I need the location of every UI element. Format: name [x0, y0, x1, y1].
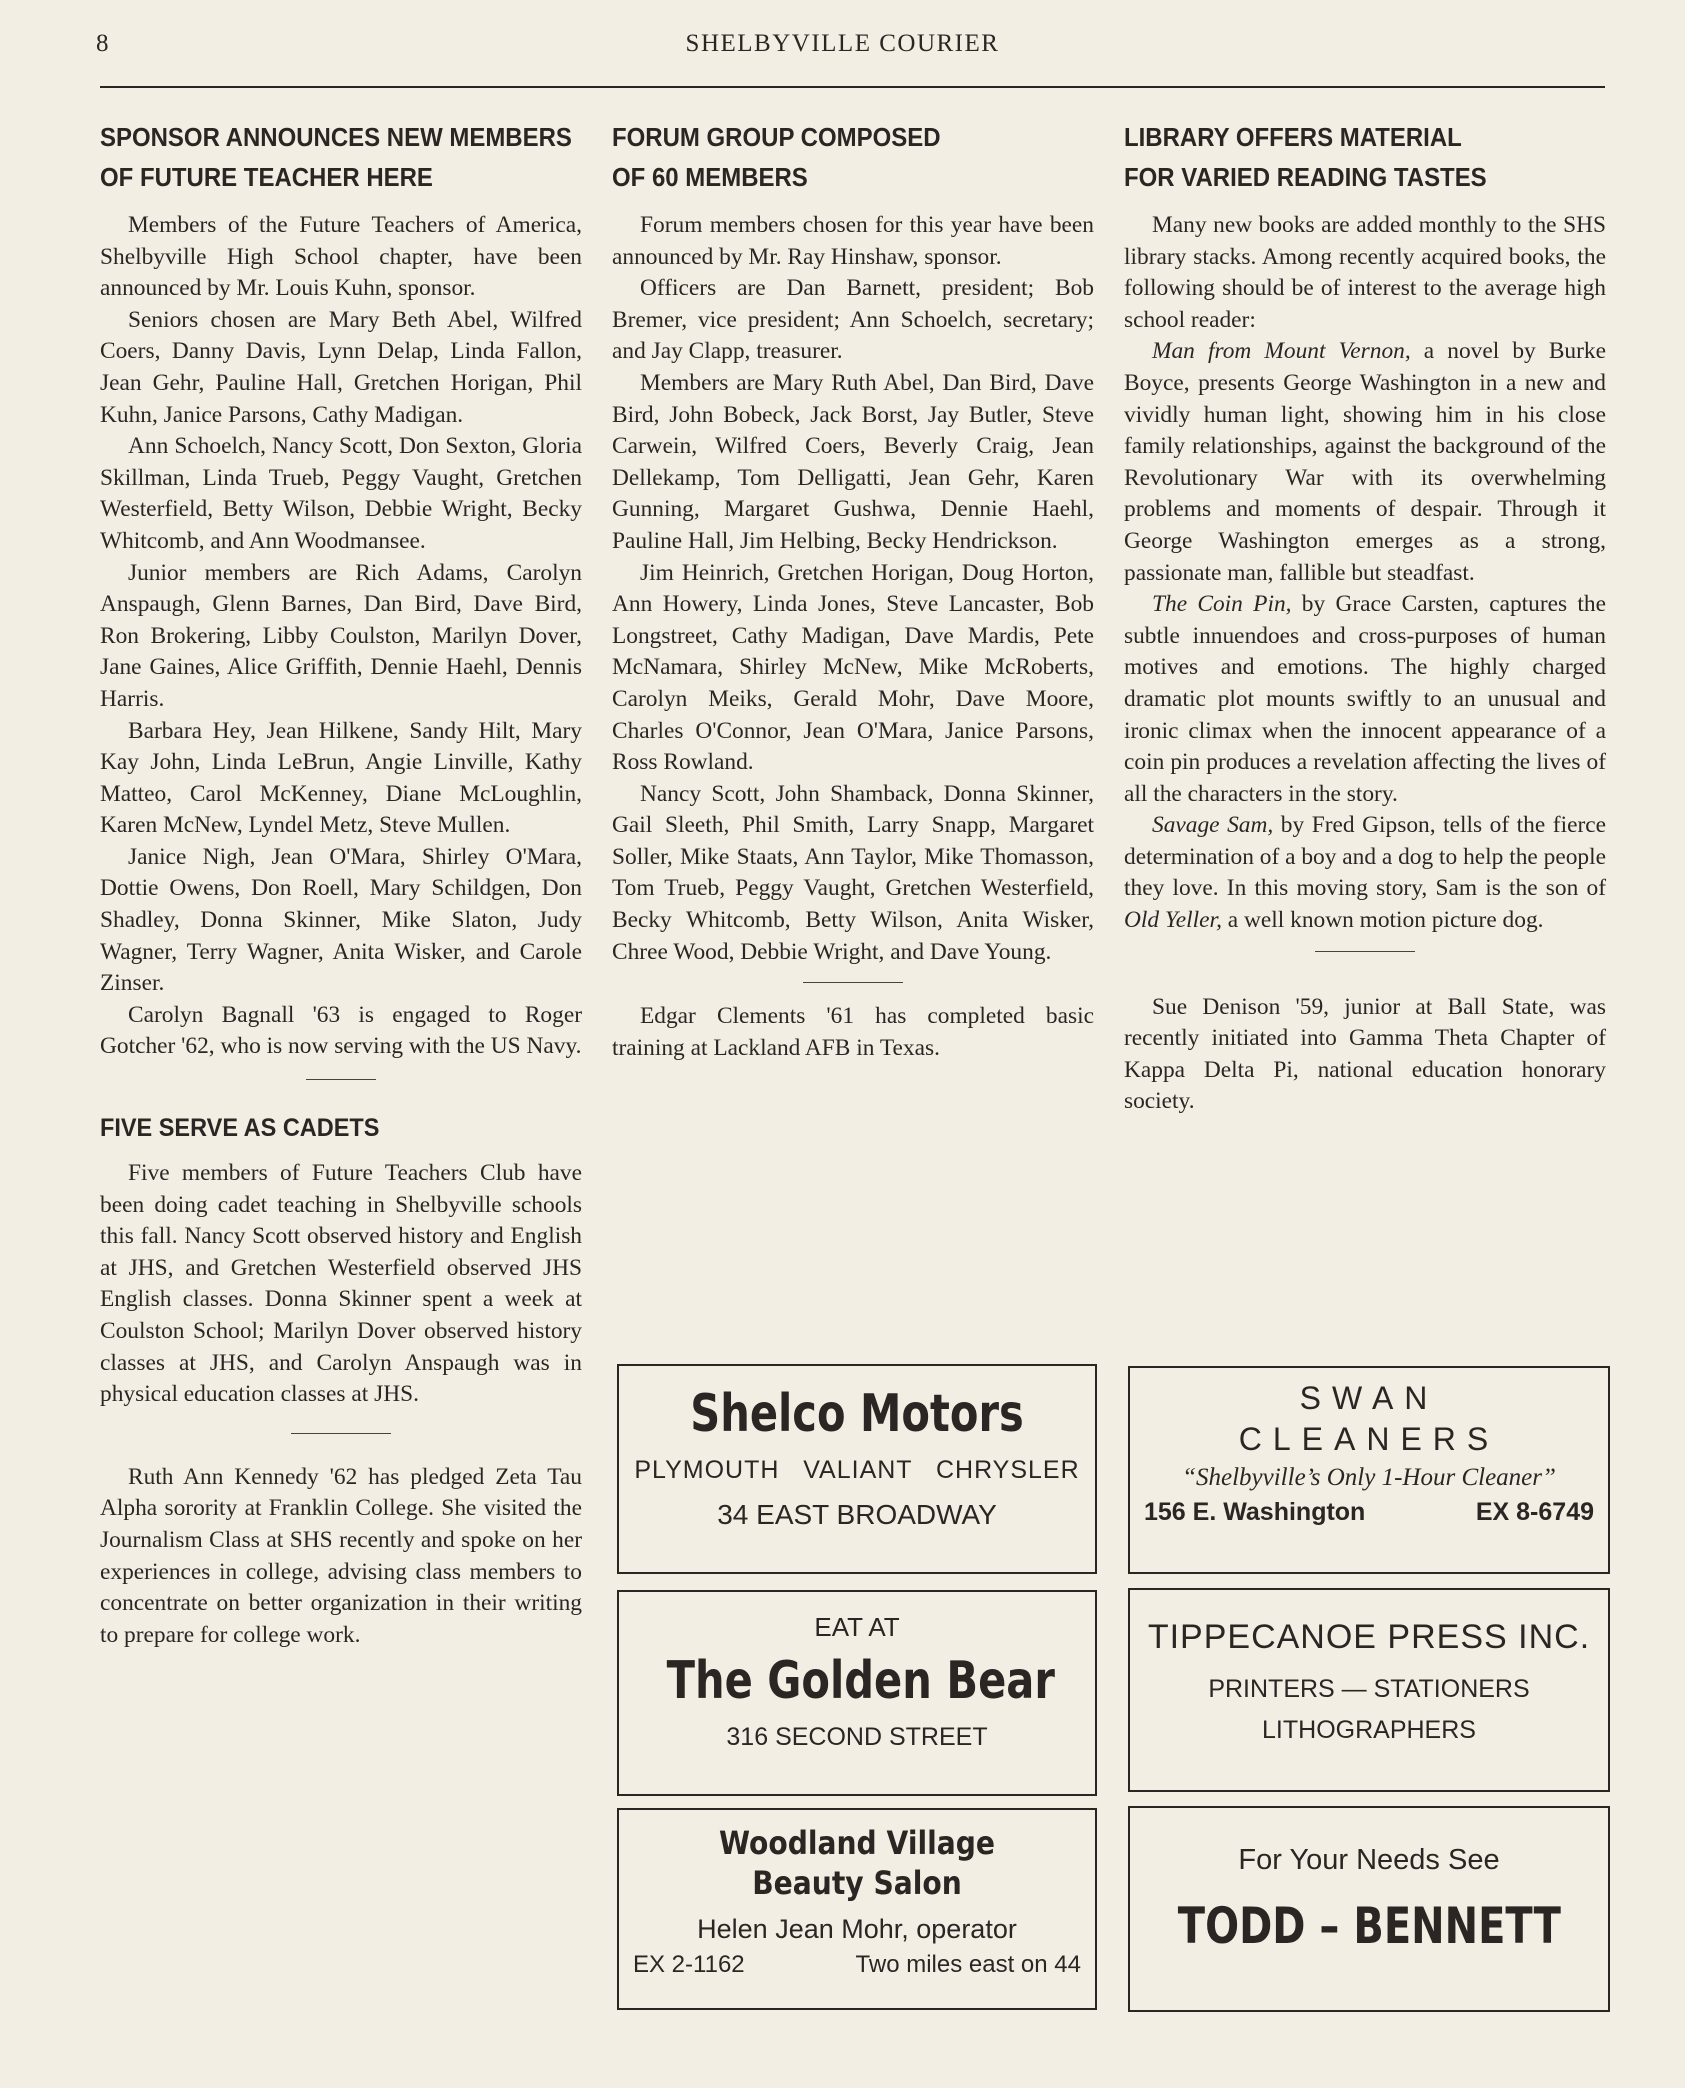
publication-title: SHELBYVILLE COURIER: [685, 30, 1000, 57]
ad-business-name: SWAN: [1299, 1380, 1439, 1416]
ad-contact-row: [1130, 1498, 1608, 1527]
article-paragraph: Seniors chosen are Mary Beth Abel, Wilfred Coers, Danny Davis, Lynn Delap, Linda Fallon, Jean Gehr, Pauline Hall, Gretchen Horigan, Phil Kuhn, Janice Parsons, Cathy Madigan.: [100, 306, 582, 428]
article-paragraph: Members are Mary Ruth Abel, Dan Bird, Dave Bird, John Bobeck, Jack Borst, Jay Butler, Steve Carwein, Wilfred Coers, Beverly Craig, Jean Dellekamp, Tom Delligatti, Jean Gehr, Karen Gunning, Margaret Gushwa, Dennie Haehl, Pauline Hall, Jim Helbing, Becky Hendrickson.: [612, 369, 1094, 554]
column-left: [100, 118, 582, 1651]
ad-woodland-village: [617, 1808, 1097, 2010]
article-paragraph: Ann Schoelch, Nancy Scott, Don Sexton, Gloria Skillman, Linda Trueb, Peggy Vaught, Gretchen Westerfield, Betty Wilson, Debbie Wright, Becky Whitcomb, and Ann Woodmansee.: [100, 433, 582, 554]
article-paragraph: Sue Denison '59, junior at Ball State, was recently initiated into Gamma Theta Chapter of Kappa Delta Pi, national education honorary society.: [1124, 993, 1606, 1115]
ad-address: 156 E. Washington: [1144, 1498, 1366, 1526]
headline-forum: [612, 118, 1065, 198]
ad-services: PRINTERS — STATIONERS: [1208, 1675, 1530, 1703]
ad-tagline: “Shelbyville’s Only 1-Hour Cleaner”: [1182, 1464, 1556, 1491]
ad-tagline: For Your Needs See: [1238, 1844, 1500, 1876]
section-divider: [291, 1433, 391, 1434]
ad-swan-cleaners: [1128, 1366, 1610, 1574]
book-title: The Coin Pin,: [1152, 591, 1292, 618]
ad-business-name: TODD – BENNETT: [1177, 1897, 1561, 1955]
article-paragraph: Jim Heinrich, Gretchen Horigan, Doug Horton, Ann Howery, Linda Jones, Steve Lancaster, Bob Longstreet, Cathy Madigan, Dave Mardis, Pete McNamara, Shirley McNew, Mike McRoberts, Carolyn Meiks, Gerald Mohr, Dave Moore, Charles O'Connor, Jean O'Mara, Janice Parsons, Ross Rowland.: [612, 559, 1094, 776]
ad-tippecanoe-press: [1128, 1588, 1610, 1792]
ad-location: Two miles east on 44: [855, 1951, 1081, 1978]
headline-line: OF 60 MEMBERS: [612, 164, 808, 192]
column-right: [1124, 118, 1606, 1118]
book-review-paragraph: [1124, 336, 1606, 589]
ad-phone: EX 2-1162: [633, 1951, 745, 1978]
article-paragraph: Many new books are added monthly to the SHS library stacks. Among recently acquired books, the following should be of interest to the average high school reader:: [1124, 212, 1606, 333]
ad-business-name: Woodland Village: [718, 1824, 996, 1862]
header-rule: [100, 86, 1605, 88]
headline-sponsor: [100, 118, 572, 198]
ad-business-name: Beauty Salon: [752, 1864, 962, 1902]
book-review-paragraph: [1124, 810, 1606, 936]
ad-golden-bear: [617, 1590, 1097, 1796]
ad-operator: Helen Jean Mohr, operator: [697, 1914, 1017, 1944]
book-review-text: a novel by Burke Boyce, presents George Washington in a new and vividly human light, showing him in his close family relationships, against the background of the Revolutionary War with its overwhelming problems and moments of despair. Through it George Washington emerges as a strong, passionate man, fallible but steadfast.: [1124, 338, 1606, 586]
ad-business-name: CLEANERS: [1238, 1421, 1500, 1457]
ad-shelco-motors: [617, 1364, 1097, 1574]
ad-contact-row: [619, 1951, 1095, 1979]
book-review-text: by Fred Gipson, tells of the fierce determination of a boy and a dog to help the people they love. In this moving story, Sam is the son of: [1124, 812, 1607, 902]
ad-business-name: Shelco Motors: [690, 1384, 1024, 1444]
article-paragraph: Carolyn Bagnall '63 is engaged to Roger Gotcher '62, who is now serving with the US Navy.: [100, 1001, 582, 1060]
headline-line: FOR VARIED READING TASTES: [1124, 164, 1487, 192]
article-paragraph: Five members of Future Teachers Club have been doing cadet teaching in Shelbyville schools this fall. Nancy Scott observed history and English at JHS, and Gretchen Westerfield observed JHS English classes. Donna Skinner spent a week at Coulston School; Marilyn Dover observed history classes at JHS, and Carolyn Anspaugh was in physical education classes at JHS.: [100, 1160, 582, 1408]
headline-line: LIBRARY OFFERS MATERIAL: [1124, 124, 1462, 152]
article-paragraph: Edgar Clements '61 has completed basic training at Lackland AFB in Texas.: [612, 1003, 1094, 1061]
ad-tagline: EAT AT: [814, 1612, 900, 1642]
book-title: Old Yeller,: [1124, 907, 1222, 934]
page-number: 8: [96, 30, 109, 57]
article-paragraph: Barbara Hey, Jean Hilkene, Sandy Hilt, Mary Kay John, Linda LeBrun, Angie Linville, Kathy Matteo, Carol McKenney, Diane McLoughlin, Karen McNew, Lyndel Metz, Steve Mullen.: [100, 717, 582, 839]
ad-services: LITHOGRAPHERS: [1262, 1716, 1476, 1744]
article-paragraph: Junior members are Rich Adams, Carolyn Anspaugh, Glenn Barnes, Dan Bird, Dave Bird, Ron Brokering, Libby Coulston, Marilyn Dover, Jane Gaines, Alice Griffith, Dennie Haehl, Dennis Harris.: [100, 559, 582, 712]
book-review-text: a well known motion picture dog.: [1221, 907, 1544, 934]
ad-business-name: TIPPECANOE PRESS INC.: [1147, 1618, 1591, 1656]
article-paragraph: Janice Nigh, Jean O'Mara, Shirley O'Mara, Dottie Owens, Don Roell, Mary Schildgen, Don Shadley, Donna Skinner, Mike Slaton, Judy Wagner, Terry Wagner, Anita Wisker, and Carole Zinser.: [100, 843, 582, 997]
book-title: Savage Sam,: [1152, 812, 1274, 839]
column-middle: [612, 118, 1094, 1064]
section-divider: [1315, 951, 1415, 952]
ad-address: 34 EAST BROADWAY: [717, 1499, 997, 1530]
section-divider: [306, 1079, 376, 1080]
article-paragraph: Officers are Dan Barnett, president; Bob Bremer, vice president; Ann Schoelch, secretary; and Jay Clapp, treasurer.: [612, 275, 1094, 365]
article-paragraph: Nancy Scott, John Shamback, Donna Skinner, Gail Sleeth, Phil Smith, Larry Snapp, Margaret Soller, Mike Staats, Ann Taylor, Mike Thomasson, Tom Trueb, Peggy Vaught, Gretchen Westerfield, Becky Whitcomb, Betty Wilson, Anita Wisker, Chree Wood, Debbie Wright, and Dave Young.: [612, 780, 1094, 965]
headline-line: FORUM GROUP COMPOSED: [612, 124, 941, 152]
headline-cadets: FIVE SERVE AS CADETS: [100, 1114, 380, 1143]
book-review-text: by Grace Carsten, captures the subtle innuendoes and cross-purposes of human motives and emotions. The highly charged dramatic plot mounts swiftly to an unusual and ironic climax when the innocent appearance of a coin pin produces a revelation affecting the lives of all the characters in the story.: [1124, 591, 1606, 807]
headline-library: [1124, 118, 1577, 198]
book-title: Man from Mount Vernon,: [1152, 338, 1411, 365]
ad-phone: EX 8-6749: [1475, 1498, 1594, 1526]
ad-business-name: The Golden Bear: [666, 1651, 1055, 1711]
headline-line: SPONSOR ANNOUNCES NEW MEMBERS: [100, 124, 572, 152]
article-paragraph: Members of the Future Teachers of America, Shelbyville High School chapter, have been announced by Mr. Louis Kuhn, sponsor.: [100, 212, 582, 302]
book-review-paragraph: [1124, 589, 1606, 810]
article-paragraph: Ruth Ann Kennedy '62 has pledged Zeta Tau Alpha sorority at Franklin College. She visited the Journalism Class at SHS recently and spoke on her experiences in college, advising class members to concentrate on better organization in their writing to prepare for college work.: [100, 1463, 582, 1648]
ad-brands: PLYMOUTH VALIANT CHRYSLER: [634, 1456, 1080, 1484]
ad-todd-bennett: [1128, 1806, 1610, 2012]
ad-address: 316 SECOND STREET: [726, 1723, 988, 1751]
headline-line: OF FUTURE TEACHER HERE: [100, 164, 433, 192]
section-divider: [803, 982, 903, 983]
article-paragraph: Forum members chosen for this year have been announced by Mr. Ray Hinshaw, sponsor.: [612, 212, 1094, 270]
